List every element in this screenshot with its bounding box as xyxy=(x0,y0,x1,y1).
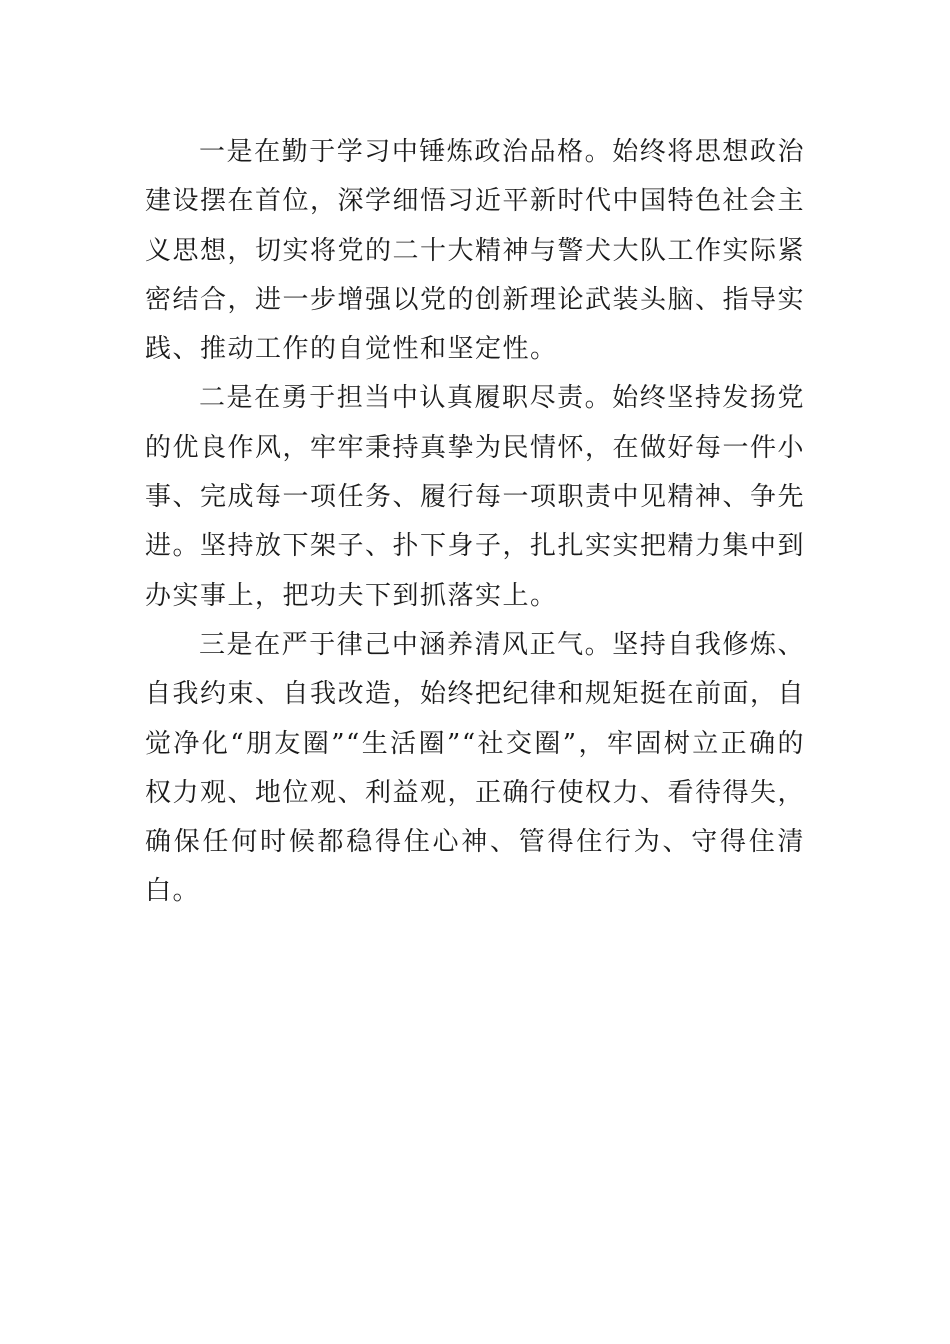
paragraph-study: 一是在勤于学习中锤炼政治品格。始终将思想政治建设摆在首位，深学细悟习近平新时代中国特色社会主义思想，切实将党的二十大精神与警犬大队工作实际紧密结合，进一步增强以党的创新理论武装头脑、指导实践、推动工作的自觉性和坚定性。 xyxy=(145,137,806,365)
document-body xyxy=(145,128,805,917)
paragraph-responsibility: 二是在勇于担当中认真履职尽责。始终坚持发扬党的优良作风，牢牢秉持真挚为民情怀，在做好每一件小事、完成每一项任务、履行每一项职责中见精神、争先进。坚持放下架子、扑下身子，扎扎实实把精力集中到办实事上，把功夫下到抓落实上。 xyxy=(145,383,806,611)
paragraph-self-discipline: 三是在严于律己中涵养清风正气。坚持自我修炼、自我约束、自我改造，始终把纪律和规矩挺在前面，自觉净化“朋友圈”“生活圈”“社交圈”，牢固树立正确的权力观、地位观、利益观，正确行使权力、看待得失，确保任何时候都稳得住心神、管得住行为、守得住清白。 xyxy=(145,629,806,907)
